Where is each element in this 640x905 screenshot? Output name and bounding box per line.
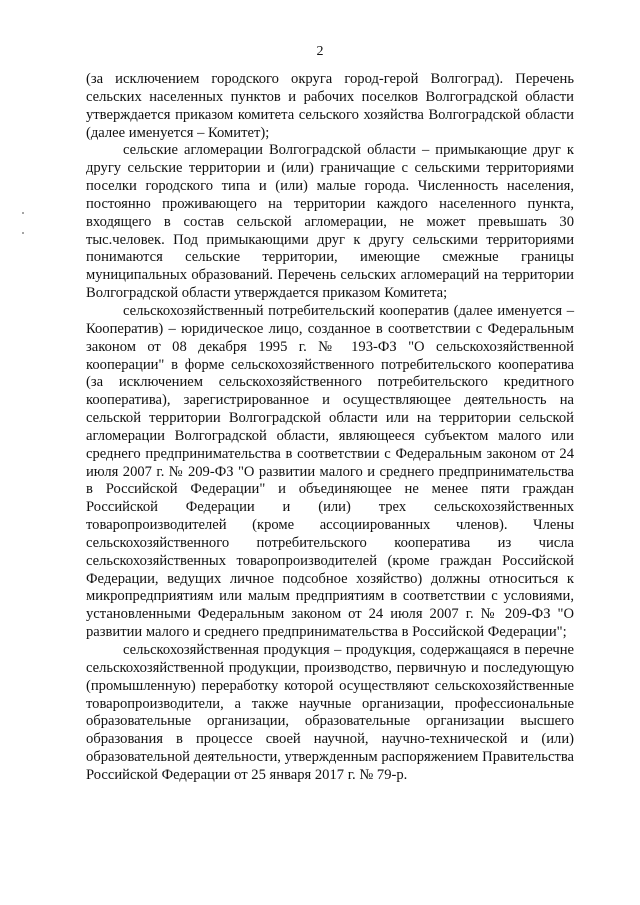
paragraph-rural-agglomerations: сельские агломерации Волгоградской области – примыкающие друг к другу сельские территории и (или) граничащие с сельскими территориями поселки городского типа и (или) малые города. Численность населения, постоянно проживающего на территории каждого населенного пункта, входящего в состав сельской агломерации, не может превышать 30 тыс.человек. Под примыкающими друг к другу сельскими территориями понимаются сельские территории, имеющие смежные границы муниципальных образований. Перечень сельских агломераций на территории Волгоградской области утверждается приказом Комитета; xyxy=(86,142,574,302)
scan-margin-mark xyxy=(22,212,24,214)
paragraph-cooperative-definition: сельскохозяйственный потребительский кооператив (далее именуется – Кооператив) – юридическое лицо, созданное в соответствии с Федеральным законом от 08 декабря 1995 г. № 193-ФЗ "О сельскохозяйственной кооперации" в форме сельскохозяйственного потребительского кооператива (за исключением сельскохозяйственного потребительского кредитного кооператива), зарегистрированное и осуществляющее деятельность на сельской территории Волгоградской области или на территории сельской агломерации Волгоградской области, являющееся субъектом малого или среднего предпринимательства в соответствии с Федеральным законом от 24 июля 2007 г. № 209-ФЗ "О развитии малого и среднего предпринимательства в Российской Федерации" и объединяющее не менее пяти граждан Российской Федерации и (или) трех сельскохозяйственных товаропроизводителей (кроме ассоциированных членов). Члены сельскохозяйственного потребительского кооператива из числа сельскохозяйственных товаропроизводителей (кроме граждан Российской Федерации, ведущих личное подсобное хозяйство) должны относиться к микропредприятиям или малым предприятиям в соответствии с условиями, установленными Федеральным законом от 24 июля 2007 г. № 209-ФЗ "О развитии малого и среднего предпринимательства в Российской Федерации"; xyxy=(86,302,574,641)
scan-margin-mark xyxy=(22,232,24,234)
paragraph-continuation: (за исключением городского округа город-герой Волгоград). Перечень сельских населенных пунктов и рабочих поселков Волгоградской области утверждается приказом комитета сельского хозяйства Волгоградской области (далее именуется – Комитет); xyxy=(86,71,574,141)
document-body xyxy=(86,71,574,785)
page-number: 2 xyxy=(316,44,324,59)
paragraph-agricultural-products: сельскохозяйственная продукция – продукция, содержащаяся в перечне сельскохозяйственной продукции, производство, первичную и последующую (промышленную) переработку которой осуществляют сельскохозяйственные товаропроизводители, а также научные организации, профессиональные образовательные организации, образовательные организации высшего образования в процессе своей научной, научно-технической и (или) образовательной деятельности, утвержденным распоряжением Правительства Российской Федерации от 25 января 2017 г. № 79-р. xyxy=(86,642,574,783)
